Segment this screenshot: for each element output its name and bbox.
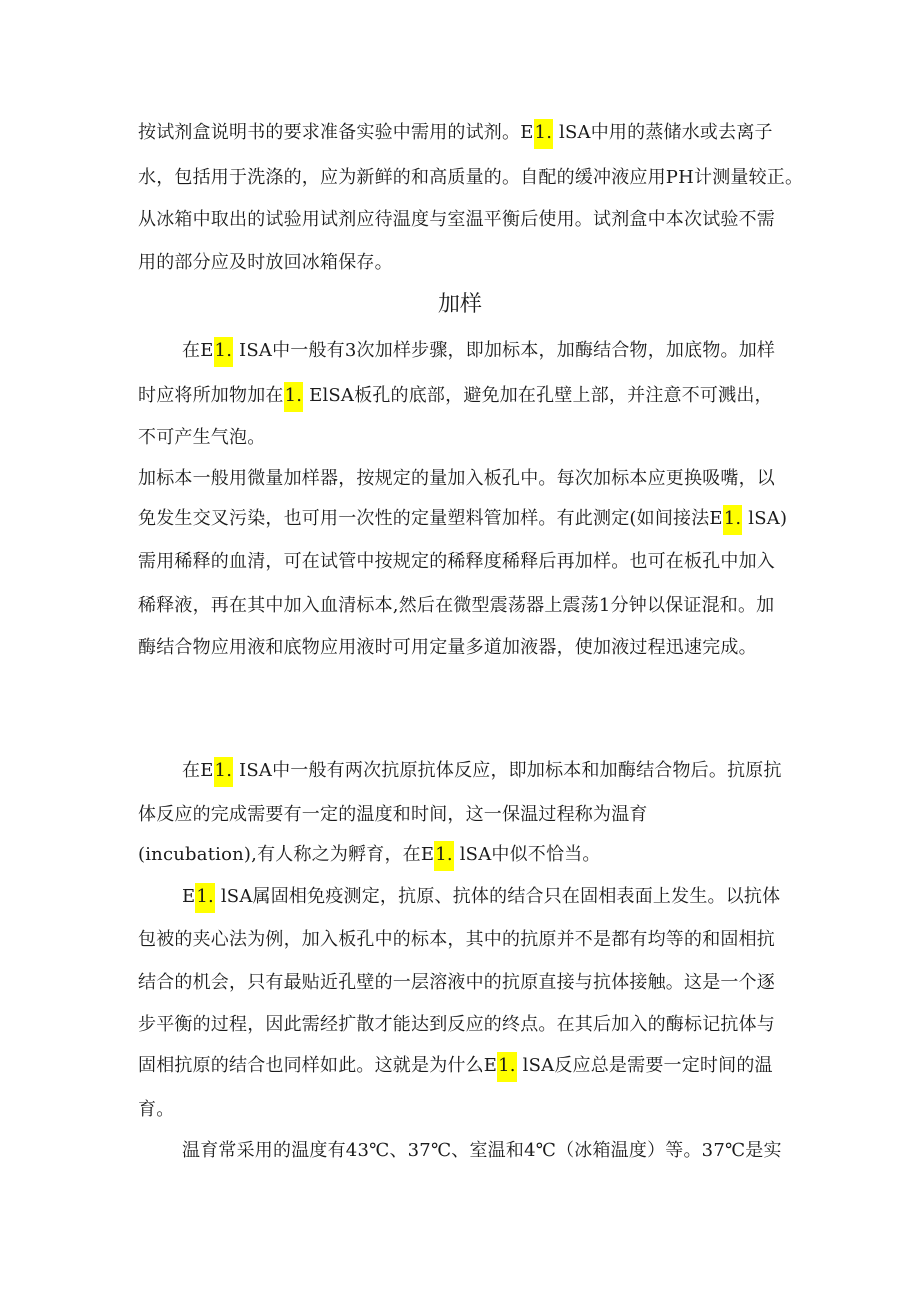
p4-line-4: 步平衡的过程，因此需经扩散才能达到反应的终点。在其后加入的酶标记抗体与 (138, 1014, 775, 1035)
p3-line-1 (182, 756, 782, 786)
intro-line-4: 用的部分应及时放回冰箱保存。 (138, 252, 393, 273)
text-run: 免发生交叉污染，也可用一次性的定量塑料管加样。有此测定(如间接法E (138, 508, 723, 529)
p4-line-6: 育。 (138, 1099, 175, 1120)
highlight-mark: 1. (195, 883, 215, 913)
p2-line-5: 酶结合物应用液和底物应用液时可用定量多道加液器，使加液过程迅速完成。 (138, 637, 757, 658)
text-run: ElSA板孔的底部，避免加在孔壁上部，并注意不可溅出， (303, 385, 773, 406)
p4-line-3: 结合的机会，只有最贴近孔壁的一层溶液中的抗原直接与抗体接触。这是一个逐 (138, 972, 775, 993)
highlight-mark: 1. (534, 119, 554, 149)
p4-line-1 (182, 882, 780, 912)
intro-line-1 (138, 118, 773, 148)
text-run: lSA) (742, 508, 788, 529)
intro-line-3: 从冰箱中取出的试验用试剂应待温度与室温平衡后使用。试剂盒中本次试验不需 (138, 209, 775, 230)
p5-line-1: 温育常采用的温度有43℃、37℃、室温和4℃（冰箱温度）等。37℃是实 (182, 1140, 782, 1161)
section-title: 加样 (437, 292, 482, 317)
highlight-mark: 1. (214, 337, 234, 367)
p2-line-4: 稀释液，再在其中加入血清标本,然后在微型震荡器上震荡1分钟以保证混和。加 (138, 595, 775, 616)
p2-line-3: 需用稀释的血清，可在试管中按规定的稀释度稀释后再加样。也可在板孔中加入 (138, 551, 775, 572)
text-run: lSA中似不恰当。 (453, 844, 601, 865)
highlight-mark: 1. (214, 757, 234, 787)
p2-line-1: 加标本一般用微量加样器，按规定的量加入板孔中。每次加标本应更换吸嘴，以 (138, 468, 775, 489)
text-run: 在E (182, 340, 214, 361)
text-run: 在E (182, 760, 214, 781)
text-run: (incubation),有人称之为孵育，在E (138, 844, 435, 865)
p1-line-3: 不可产生气泡。 (138, 427, 266, 448)
p3-line-2: 体反应的完成需要有一定的温度和时间，这一保温过程称为温育 (138, 804, 648, 825)
text-run: 按试剂盒说明书的要求准备实验中需用的试剂。E (138, 122, 534, 143)
text-run: lSA中用的蒸储水或去离子 (553, 122, 773, 143)
highlight-mark: 1. (497, 1052, 517, 1082)
text-run: 固相抗原的结合也同样如此。这就是为什么E (138, 1055, 498, 1076)
text-run: 时应将所加物加在 (138, 385, 284, 406)
highlight-mark: 1. (723, 505, 743, 535)
p4-line-5 (138, 1051, 773, 1081)
text-run: ISA中一般有两次抗原抗体反应，即加标本和加酶结合物后。抗原抗 (233, 760, 782, 781)
highlight-mark: 1. (434, 841, 454, 871)
p1-line-1 (182, 336, 775, 366)
highlight-mark: 1. (284, 382, 304, 412)
text-run: ISA中一般有3次加样步骤，即加标本，加酶结合物，加底物。加样 (233, 340, 776, 361)
text-run: lSA属固相免疫测定，抗原、抗体的结合只在固相表面上发生。以抗体 (214, 886, 781, 907)
intro-line-2: 水，包括用于洗涤的，应为新鲜的和高质量的。自配的缓冲液应用PH计测量较正。 (138, 167, 804, 188)
text-run: lSA反应总是需要一定时间的温 (516, 1055, 773, 1076)
p4-line-2: 包被的夹心法为例，加入板孔中的标本，其中的抗原并不是都有均等的和固相抗 (138, 929, 775, 950)
text-run: E (182, 886, 196, 907)
p3-line-3 (138, 840, 601, 870)
p2-line-2 (138, 504, 787, 534)
p1-line-2 (138, 381, 773, 411)
